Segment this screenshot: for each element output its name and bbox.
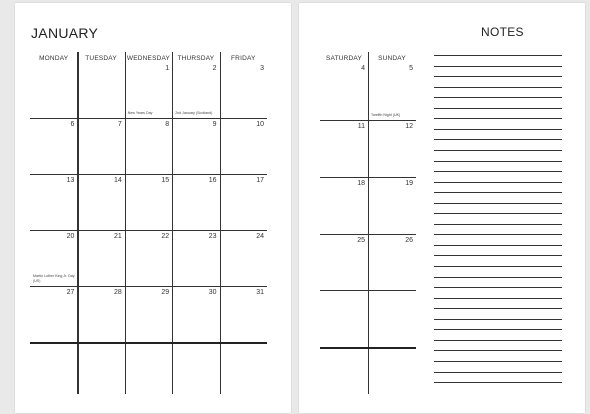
day-number: 20 (66, 233, 75, 240)
note-line (434, 224, 562, 225)
day-number: 13 (66, 177, 75, 184)
note-line (434, 161, 562, 162)
note-line (434, 372, 562, 373)
note-line (434, 298, 562, 299)
day-cell[interactable] (77, 342, 124, 394)
day-cell[interactable] (320, 120, 368, 177)
holiday-label: 2nd January (Scotland) (175, 110, 213, 115)
day-cell[interactable] (125, 286, 172, 342)
day-cell[interactable] (125, 62, 172, 118)
day-cell[interactable] (30, 62, 77, 118)
holiday-label: New Years Day (127, 110, 153, 115)
day-number: 9 (212, 121, 217, 128)
calendar-page-weekend-notes (299, 3, 585, 413)
day-number: 14 (113, 177, 122, 184)
day-number: 1 (165, 65, 170, 72)
day-cell[interactable] (320, 290, 368, 347)
day-cell[interactable] (77, 174, 124, 230)
day-cell[interactable] (220, 118, 267, 174)
holiday-label: Twelfth Night (UK) (371, 112, 401, 117)
note-line (434, 66, 562, 67)
note-line (434, 329, 562, 330)
day-number: 11 (357, 123, 365, 130)
note-line (434, 213, 562, 214)
note-line (434, 245, 562, 246)
day-cell[interactable] (320, 62, 368, 120)
weekend-grid (320, 52, 416, 394)
note-line (434, 255, 562, 256)
day-number: 10 (256, 121, 264, 128)
day-cell[interactable] (172, 62, 219, 118)
column-header: SATURDAY (325, 55, 363, 62)
note-line (434, 340, 562, 341)
note-line (434, 108, 562, 109)
column-header: WEDNESDAY (126, 55, 171, 62)
day-number: 21 (113, 233, 122, 240)
day-cell[interactable] (220, 342, 267, 394)
note-line (434, 150, 562, 151)
day-number: 31 (256, 289, 264, 296)
note-line (434, 139, 562, 140)
day-number: 3 (260, 65, 264, 72)
day-cell[interactable] (172, 174, 219, 230)
day-cell[interactable] (125, 342, 172, 394)
note-line (434, 382, 562, 383)
day-number: 4 (361, 65, 365, 72)
day-cell[interactable] (172, 286, 219, 342)
note-line (434, 203, 562, 204)
day-number: 24 (256, 233, 264, 240)
note-line (434, 277, 562, 278)
day-cell[interactable] (125, 174, 172, 230)
day-cell[interactable] (30, 174, 77, 230)
day-number: 18 (357, 180, 365, 187)
column-header: MONDAY (39, 55, 69, 62)
day-cell[interactable] (125, 118, 172, 174)
day-cell[interactable] (77, 62, 124, 118)
day-number: 25 (357, 237, 365, 244)
day-number: 26 (405, 237, 413, 244)
day-number: 28 (113, 289, 122, 296)
note-line (434, 234, 562, 235)
day-cell[interactable] (368, 177, 416, 234)
day-number: 27 (66, 289, 75, 296)
note-line (434, 118, 562, 119)
day-number: 30 (208, 289, 217, 296)
day-number: 22 (161, 233, 170, 240)
column-header: TUESDAY (85, 55, 117, 62)
day-cell[interactable] (368, 347, 416, 394)
note-line (434, 129, 562, 130)
day-number: 2 (212, 65, 217, 72)
column-header: SUNDAY (378, 55, 406, 62)
weekday-grid (30, 52, 267, 394)
day-cell[interactable] (30, 286, 77, 342)
note-line (434, 76, 562, 77)
day-number: 8 (165, 121, 170, 128)
day-cell[interactable] (320, 177, 368, 234)
day-cell[interactable] (320, 347, 368, 394)
day-number: 7 (117, 121, 122, 128)
day-cell[interactable] (368, 120, 416, 177)
day-cell[interactable] (220, 174, 267, 230)
day-number: 6 (70, 121, 75, 128)
day-number: 17 (256, 177, 264, 184)
day-cell[interactable] (220, 230, 267, 286)
day-cell[interactable] (368, 290, 416, 347)
note-line (434, 361, 562, 362)
day-number: 12 (405, 123, 413, 130)
note-line (434, 266, 562, 267)
day-cell[interactable] (30, 342, 77, 394)
day-number: 15 (161, 177, 170, 184)
note-line (434, 87, 562, 88)
day-cell[interactable] (172, 342, 219, 394)
column-header: THURSDAY (177, 55, 215, 62)
day-number: 5 (409, 65, 413, 72)
month-title: JANUARY (31, 25, 99, 41)
day-cell[interactable] (220, 286, 267, 342)
day-cell[interactable] (77, 230, 124, 286)
day-number: 23 (208, 233, 217, 240)
day-cell[interactable] (368, 234, 416, 290)
day-cell[interactable] (172, 230, 219, 286)
note-line (434, 287, 562, 288)
note-line (434, 308, 562, 309)
holiday-label: Martin Luther King Jr. Day (US) (33, 274, 75, 283)
note-line (434, 350, 562, 351)
day-number: 16 (208, 177, 217, 184)
note-line (434, 171, 562, 172)
day-cell[interactable] (125, 230, 172, 286)
day-number: 19 (405, 180, 413, 187)
day-cell[interactable] (220, 62, 267, 118)
day-cell[interactable] (30, 118, 77, 174)
note-line (434, 192, 562, 193)
day-cell[interactable] (77, 118, 124, 174)
notes-title: NOTES (481, 25, 524, 39)
day-number: 29 (161, 289, 170, 296)
note-line (434, 97, 562, 98)
day-cell[interactable] (30, 230, 77, 286)
day-cell[interactable] (172, 118, 219, 174)
note-line (434, 55, 562, 56)
calendar-page-weekdays (15, 3, 291, 413)
column-header: FRIDAY (231, 55, 256, 62)
day-cell[interactable] (77, 286, 124, 342)
note-line (434, 182, 562, 183)
day-cell[interactable] (368, 62, 416, 120)
day-cell[interactable] (320, 234, 368, 290)
note-line (434, 319, 562, 320)
